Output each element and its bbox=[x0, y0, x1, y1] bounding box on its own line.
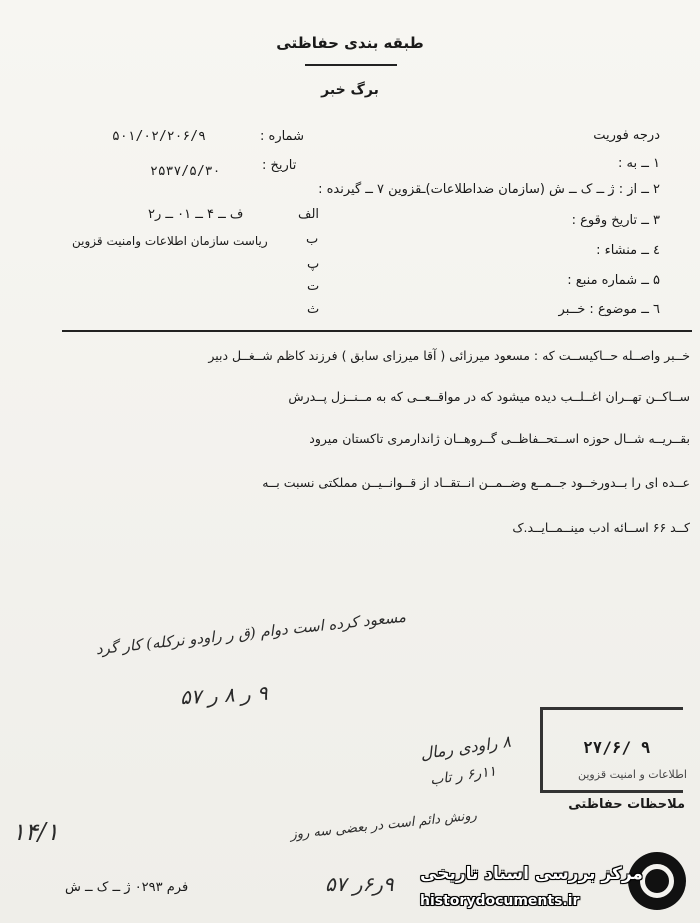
handwritten-signature-2: رونش دائم است در بعضی سه روز bbox=[289, 808, 478, 843]
header-divider bbox=[62, 330, 692, 332]
body-line-5: کــد ۶۶ اســائه ادب مینــمــایــد.ک bbox=[512, 520, 690, 535]
handwritten-bottom-date: ۹ر۶ر ۵۷ bbox=[325, 872, 394, 896]
body-line-2: ســاکــن تهــران اغــلــب دیده میشود که در مواقــعــی که به مــنــزل پــدرش bbox=[288, 389, 690, 404]
security-remarks-label: ملاحظات حفاظتی bbox=[568, 797, 685, 812]
body-line-4: عــده ای را بــدورخــود جــمــع وضــمــن انــتقــاد از قــوانــیــن مملکتی نسبت بــه bbox=[262, 475, 690, 490]
handwritten-note-1: مسعود کرده است دوام (ق ر راودو نرکله) کار گرد bbox=[94, 607, 407, 659]
stamp-date: ۲۷/۶/ ۹ bbox=[583, 738, 651, 757]
recipient-alef-value: ف ــ ۴ ــ ۰۱ ــ ر۲ bbox=[148, 207, 244, 222]
origin-field: ٤ ــ منشاء : bbox=[596, 243, 660, 258]
handwritten-page-number: ۱۴/۱ bbox=[12, 818, 59, 846]
stamp-org: اطلاعات و امنیت قزوین bbox=[578, 768, 687, 781]
form-number: فرم ۰۲۹۳ ژ ــ ک ــ ش bbox=[65, 880, 189, 895]
handwritten-signature-1b: ۱۱ر۶ ر تاب bbox=[429, 763, 498, 789]
watermark-url: historydocuments.ir bbox=[420, 893, 580, 909]
handwritten-note-1-date: ۹ ر ۸ ر ۵۷ bbox=[179, 680, 269, 710]
priority-field: درجه فوریت bbox=[593, 128, 660, 143]
from-field: ۲ ــ از : ژ ــ ک ــ ش (سازمان ضداطلاعات)ـقزوین ۷ ــ گیرنده : bbox=[318, 182, 660, 197]
number-value: ۵۰۱/۰۲/۲۰۶/۹ bbox=[112, 129, 206, 144]
recipient-alef-label: الف bbox=[298, 207, 320, 222]
recipient-be-value: ریاست سازمان اطلاعات وامنیت قزوین bbox=[72, 234, 268, 248]
recipient-be-label: ب bbox=[306, 232, 319, 247]
body-line-1: خــبر واصــله حــاکیســت که : مسعود میرزائی ( آقا میرزای سابق ) فرزند کاظم شــغــل دبیر bbox=[208, 348, 690, 363]
recipient-te-label: ت bbox=[307, 279, 320, 294]
date-value: ۲۵۳۷/۵/۳۰ bbox=[150, 164, 221, 179]
recipient-pe-label: پ bbox=[307, 257, 320, 272]
watermark-org-name: مرکز بررسی اسناد تاریخی bbox=[420, 864, 643, 884]
date-label: تاریخ : bbox=[262, 158, 297, 173]
source-number-field: ۵ ــ شماره منبع : bbox=[567, 273, 660, 288]
to-field: ۱ ــ به : bbox=[618, 156, 660, 171]
recipient-se-label: ث bbox=[307, 302, 320, 317]
handwritten-signature-1: ۸ راودی رمال bbox=[419, 731, 512, 764]
event-date-field: ۳ ــ تاریخ وقوع : bbox=[571, 213, 660, 228]
classification-heading: طبقه بندی حفاظتی bbox=[276, 34, 424, 52]
form-title: برگ خبر bbox=[321, 82, 379, 98]
body-line-3: بقــریــه شــال حوزه اســتحــفاظــی گــروهــان ژاندارمری تاکستان میرود bbox=[309, 431, 690, 446]
number-label: شماره : bbox=[260, 129, 304, 144]
subject-field: ٦ ــ موضوع : خــبر bbox=[558, 302, 660, 317]
heading-underline bbox=[305, 64, 397, 66]
